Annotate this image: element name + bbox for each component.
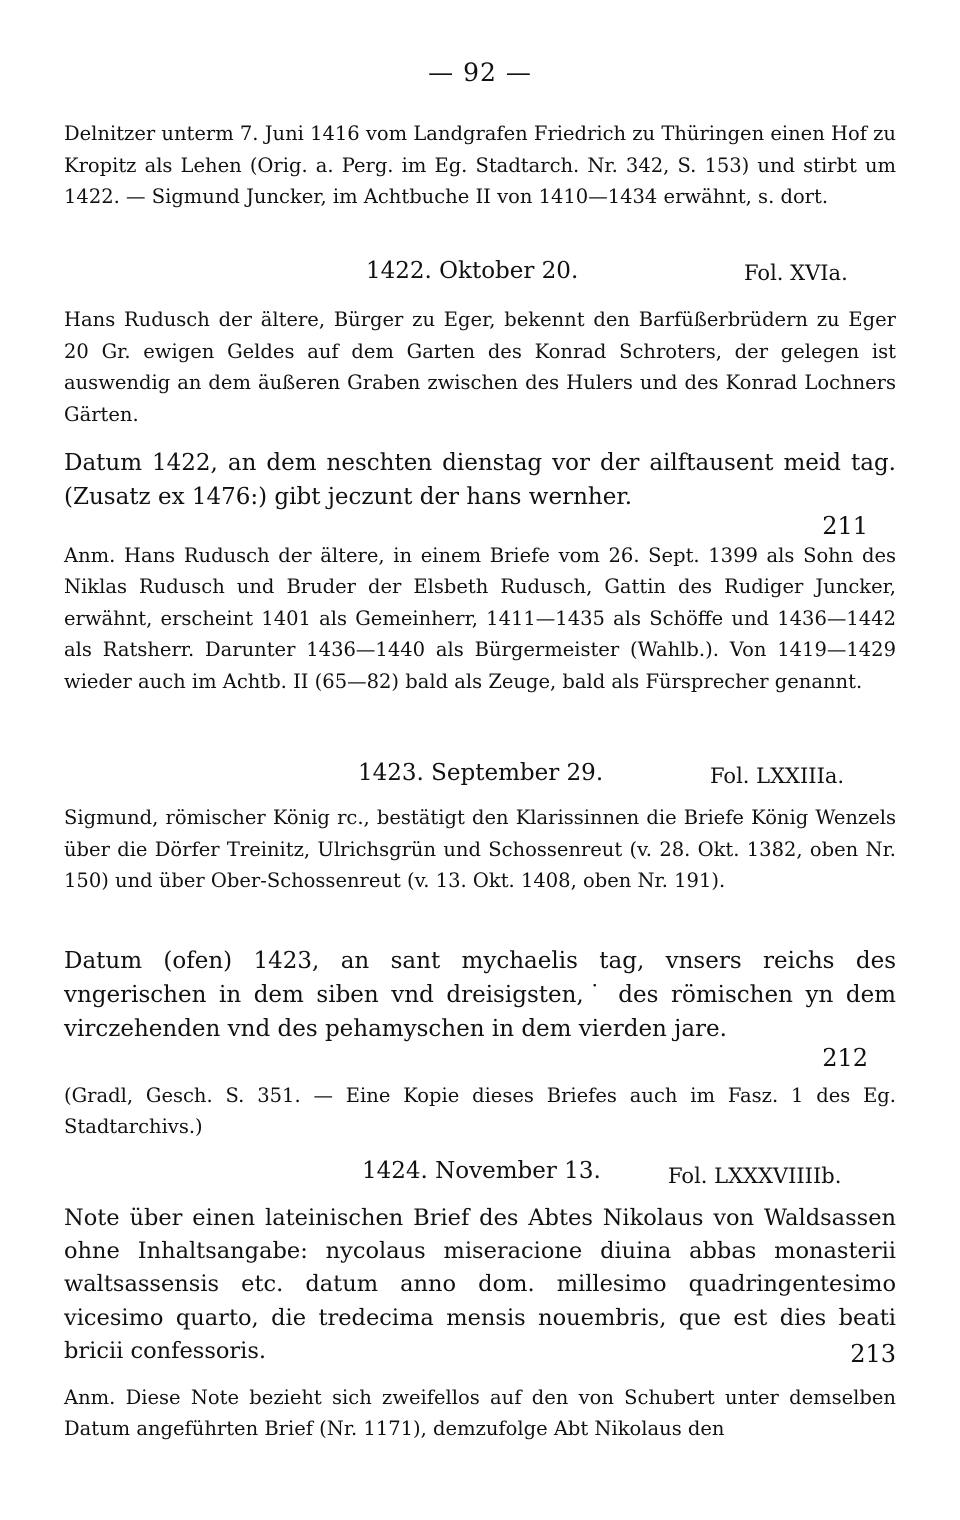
entry-note: Anm. Hans Rudusch der ältere, in einem Briefe vom 26. Sept. 1399 als Sohn des Niklas Rudusch und Bruder der Elsbeth Rudusch, Gattin des Rudiger Juncker, erwähnt, erscheint 1401 als Gemeinherr, 1411—1435 als Schöffe und 1436—1442 als Ratsherr. Darunter 1436—1440 als Bürgermeister (Wahlb.). Von 1419—1429 wieder auch im Achtb. II (65—82) bald als Zeuge, bald als Fürsprecher genannt.: [64, 544, 896, 693]
entry-note: Anm. Diese Note bezieht sich zweifellos auf den von Schubert unter demselben Datum angeführten Brief (Nr. 1171), demzufolge Abt Nikolaus den: [64, 1386, 896, 1441]
entry-folio: Fol. LXXXVIIIIb.: [668, 1164, 842, 1188]
entry-folio: Fol. LXXIIIa.: [710, 764, 845, 788]
entry-summary: Sigmund, römischer König rc., bestätigt den Klarissinnen die Briefe König Wenzels über die Dörfer Treinitz, Ulrichsgrün und Schossenreut (v. 28. Okt. 1382, oben Nr. 150) und über Ober-Schossenreut (v. 13. Okt. 1408, oben Nr. 191).: [64, 806, 896, 893]
entry-heading: [0, 258, 960, 292]
entry-text: Datum 1422, an dem neschten dienstag vor der ailftausent meid tag. (Zusatz ex 1476:) gibt jeczunt der hans wernher.: [64, 450, 896, 510]
entry-number: 212: [822, 1044, 868, 1072]
entry-text: Datum (ofen) 1423, an sant mychaelis tag, vnsers reichs des vngerischen in dem siben vnd dreisigsten,˙ des römischen yn dem virczehenden vnd des pehamyschen in dem vierden jare.: [64, 948, 896, 1042]
entry-heading: [0, 760, 960, 794]
entry-summary: Hans Rudusch der ältere, Bürger zu Eger, bekennt den Barfüßerbrüdern zu Eger 20 Gr. ewigen Geldes auf dem Garten des Konrad Schroters, der gelegen ist auswendig an dem äußeren Graben zwischen des Hulers und des Konrad Lochners Gärten.: [64, 308, 896, 426]
entry-date: 1422. Oktober 20.: [366, 258, 579, 284]
entry-number: 211: [822, 512, 868, 540]
entry-heading: [0, 1158, 960, 1192]
entry-note: (Gradl, Gesch. S. 351. — Eine Kopie dieses Briefes auch im Fasz. 1 des Eg. Stadtarchivs.): [64, 1084, 896, 1139]
page-number: — 92 —: [428, 58, 532, 87]
entry-date: 1424. November 13.: [362, 1158, 601, 1184]
entry-summary: Note über einen lateinischen Brief des Abtes Nikolaus von Waldsassen ohne Inhaltsangabe: nycolaus miseracione diuina abbas monasterii waltsassensis etc. datum anno dom. millesimo quadringentesimo vicesimo quarto, die tredecima mensis nouembris, que est dies beati bricii confessoris.: [64, 1205, 896, 1364]
entry-folio: Fol. XVIa.: [744, 261, 848, 285]
entry-date: 1423. September 29.: [358, 760, 604, 786]
entry-number: 213: [850, 1340, 896, 1368]
intro-paragraph: Delnitzer unterm 7. Juni 1416 vom Landgrafen Friedrich zu Thüringen einen Hof zu Kropitz als Lehen (Orig. a. Perg. im Eg. Stadtarch. Nr. 342, S. 153) und stirbt um 1422. — Sigmund Juncker, im Achtbuche II von 1410—1434 erwähnt, s. dort.: [64, 122, 896, 209]
